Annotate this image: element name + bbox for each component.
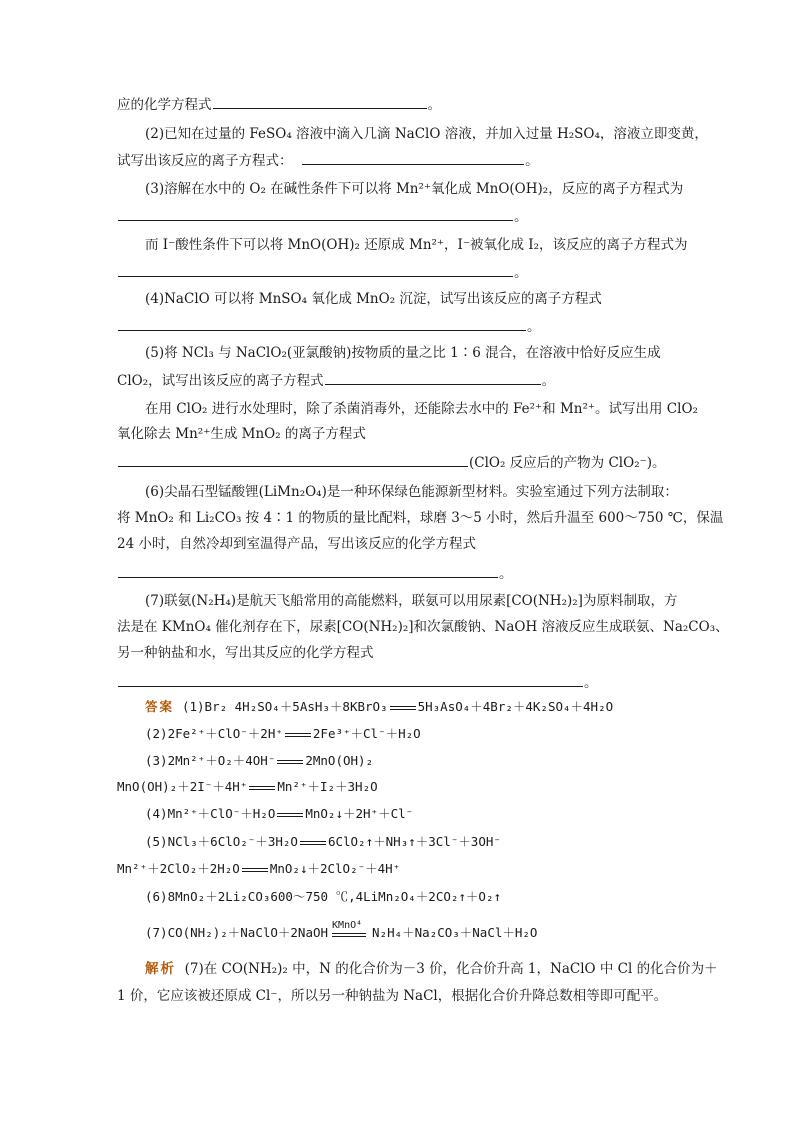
question-7-line: (7)联氨(N₂H₄)是航天飞船常用的高能燃料，联氨可以用尿素[CO(NH₂)₂]为原料制取，方 [145,593,678,609]
equals-sign [390,706,416,710]
question-line: 试写出该反应的离子方程式： 。 [117,150,539,170]
answer-line-5: (5)NCl₃＋6ClO₂⁻＋3H₂O 6ClO₂↑＋NH₃↑＋3Cl⁻＋3OH⁻ [145,834,501,849]
equals-sign [300,841,326,845]
question-line: 而 I⁻酸性条件下可以将 MnO(OH)₂ 还原成 Mn²⁺，I⁻被氧化成 I₂，该反应的离子方程式为 [145,237,688,253]
answer-blank[interactable] [118,206,513,221]
question-line: 。 [117,672,598,692]
answer-line-7: (7)CO(NH₂)₂＋NaClO＋2NaOH KMnO⁴ N₂H₄＋Na₂CO₃＋NaCl＋H₂O [145,919,538,940]
answer-line-4: (4)Mn²⁺＋ClO⁻＋H₂O MnO₂↓＋2H⁺＋Cl⁻ [145,806,414,821]
question-line: 24 小时，自然冷却到室温得产品，写出该反应的化学方程式 [117,536,476,552]
answer-line-2: (2)2Fe²⁺＋ClO⁻＋2H⁺ 2Fe³⁺＋Cl⁻＋H₂O [145,726,421,741]
answer-blank[interactable] [213,94,427,109]
question-line: 法是在 KMnO₄ 催化剂存在下，尿素[CO(NH₂)₂]和次氯酸钠、NaOH 溶液反应生成联氨、Na₂CO₃、 [117,619,729,635]
catalyst-equals-sign: KMnO⁴ [332,926,368,942]
analysis-label: 解析 [145,961,176,977]
analysis-line-1: 解析 (7)在 CO(NH₂)₂ 中，N 的化合价为－3 价，化合价升高 1，NaClO 中 Cl 的化合价为＋ [145,961,718,977]
question-line: (ClO₂ 反应后的产物为 ClO₂⁻)。 [117,452,666,472]
answer-blank[interactable] [118,452,468,467]
equals-sign [249,786,275,790]
equals-sign [285,733,311,737]
question-line: 。 [117,563,513,583]
answer-blank[interactable] [118,316,526,331]
question-2-line: (2)已知在过量的 FeSO₄ 溶液中滴入几滴 NaClO 溶液，并加入过量 H₂SO₄，溶液立即变黄， [145,126,708,142]
question-line: 。 [117,262,528,282]
equals-sign [277,813,303,817]
answer-blank[interactable] [118,563,498,578]
answer-label: 答案 [145,699,175,714]
question-4-line: (4)NaClO 可以将 MnSO₄ 氧化成 MnO₂ 沉淀，试写出该反应的离子方程式 [145,291,602,307]
answer-blank[interactable] [302,150,524,165]
answer-blank[interactable] [118,262,513,277]
question-3-line: (3)溶解在水中的 O₂ 在碱性条件下可以将 Mn²⁺氧化成 MnO(OH)₂，反应的离子方程式为 [145,181,684,197]
equals-sign [242,868,268,872]
answer-line-1: 答案 (1)Br₂ 4H₂SO₄＋5AsH₃＋8KBrO₃ 5H₃AsO₄＋4Br₂＋4K₂SO₄＋4H₂O [145,699,614,714]
answer-line-6: (6)8MnO₂＋2Li₂CO₃600～750 ℃,4LiMn₂O₄＋2CO₂↑＋O₂↑ [145,889,502,904]
analysis-line-2: 1 价，它应该被还原成 Cl⁻，所以另一种钠盐为 NaCl，根据化合价升降总数相等即可配平。 [117,988,668,1004]
question-text: 应的化学方程式 [117,97,212,113]
question-line: ClO₂，试写出该反应的离子方程式 。 [117,370,555,390]
question-line: 。 [117,316,541,336]
question-6-line: (6)尖晶石型锰酸锂(LiMn₂O₄)是一种环保绿色能源新型材料。实验室通过下列方法制取： [145,484,678,500]
question-line: 氧化除去 Mn²⁺生成 MnO₂ 的离子方程式 [117,426,366,442]
answer-blank[interactable] [325,370,541,385]
question-5-line: (5)将 NCl₃ 与 NaClO₂(亚氯酸钠)按物质的量之比 1∶6 混合，在溶液中恰好反应生成 [145,345,661,361]
question-line: 另一种钠盐和水，写出其反应的化学方程式 [117,645,374,661]
answer-line-5b: Mn²⁺＋2ClO₂＋2H₂O MnO₂↓＋2ClO₂⁻＋4H⁺ [117,861,401,876]
answer-line-3: (3)2Mn²⁺＋O₂＋4OH⁻ 2MnO(OH)₂ [145,753,374,768]
answer-line-3b: MnO(OH)₂＋2I⁻＋4H⁺ Mn²⁺＋I₂＋3H₂O [117,779,378,794]
question-line: 将 MnO₂ 和 Li₂CO₃ 按 4∶1 的物质的量比配料，球磨 3～5 小时，然后升温至 600～750 ℃，保温 [117,510,724,526]
equals-sign [277,760,303,764]
question-line: 。 [117,206,528,226]
question-line: 应的化学方程式 。 [117,94,441,114]
answer-blank[interactable] [118,672,583,687]
question-line: 在用 ClO₂ 进行水处理时，除了杀菌消毒外，还能除去水中的 Fe²⁺和 Mn²⁺。试写出用 ClO₂ [145,401,698,417]
